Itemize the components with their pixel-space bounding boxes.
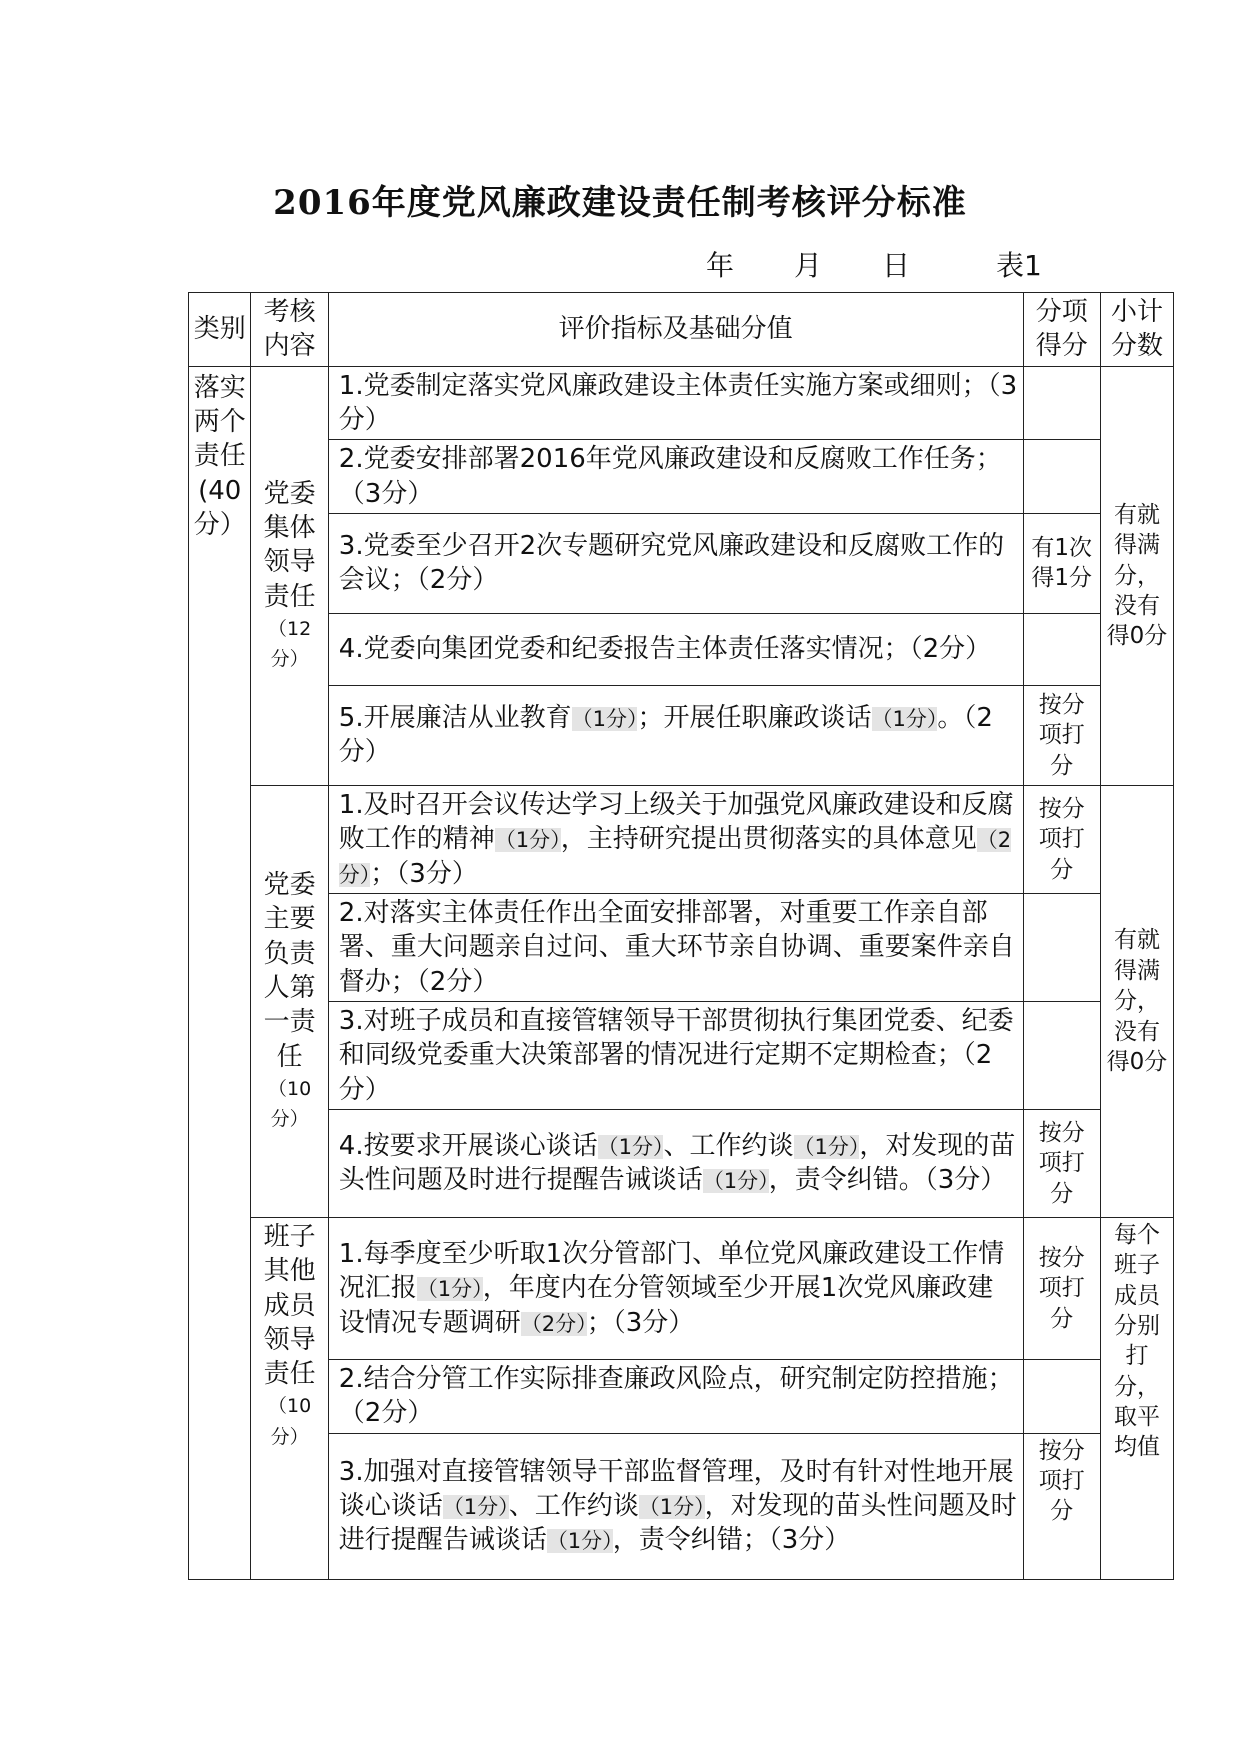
- section-name: 班子其他成员领导责任: [263, 1221, 316, 1390]
- header-category: 类别: [189, 293, 251, 367]
- item-score-cell: [1023, 613, 1100, 685]
- indicator-cell: 1.及时召开会议传达学习上级关于加强党风廉政建设和反腐败工作的精神（1分），主持研究提出贯彻落实的具体意见（2分）；（3分）: [328, 785, 1023, 893]
- item-score-cell: 按分项打分: [1023, 685, 1100, 785]
- item-score-cell: [1023, 1001, 1100, 1109]
- category-cell: 落实两个责任(40分）: [189, 366, 251, 1579]
- indicator-cell: 3.党委至少召开2次专题研究党风廉政建设和反腐败工作的会议；（2分）: [328, 513, 1023, 613]
- header-item-score: 分项得分: [1023, 293, 1100, 367]
- section-points: （10分）: [268, 1395, 312, 1448]
- indicator-cell: 2.结合分管工作实际排查廉政风险点，研究制定防控措施；（2分）: [328, 1359, 1023, 1433]
- item-score-cell: [1023, 1359, 1100, 1433]
- date-line: [0, 244, 1240, 280]
- section-name: 党委主要负责人第一责任: [263, 870, 316, 1072]
- item-score-cell: [1023, 893, 1100, 1001]
- table-row: [189, 440, 1174, 514]
- indicator-cell: 4.党委向集团党委和纪委报告主体责任落实情况；（2分）: [328, 613, 1023, 685]
- section-points: （10分）: [268, 1077, 312, 1131]
- section-name-cell: [251, 1217, 328, 1579]
- date-month-label: 月: [794, 249, 823, 282]
- document-title: 2016年度党风廉政建设责任制考核评分标准: [273, 183, 967, 223]
- indicator-cell: 1.每季度至少听取1次分管部门、单位党风廉政建设工作情况汇报（1分），年度内在分管领域至少开展1次党风廉政建设情况专题调研（2分）；（3分）: [328, 1217, 1023, 1359]
- date-year-label: 年: [706, 249, 735, 282]
- item-score-cell: [1023, 366, 1100, 440]
- table-row: [189, 685, 1174, 785]
- item-score-cell: [1023, 440, 1100, 514]
- header-content: 考核内容: [251, 293, 328, 367]
- date-day-label: 日: [882, 249, 911, 282]
- table-row: [189, 513, 1174, 613]
- indicator-cell: 2.对落实主体责任作出全面安排部署，对重要工作亲自部署、重大问题亲自过问、重大环节亲自协调、重要案件亲自督办；（2分）: [328, 893, 1023, 1001]
- section-name-cell: [251, 785, 328, 1217]
- subtotal-cell: 每个班子成员分别打分，取平均值: [1100, 1217, 1173, 1579]
- item-score-cell: 有1次得1分: [1023, 513, 1100, 613]
- indicator-cell: 4.按要求开展谈心谈话（1分）、工作约谈（1分），对发现的苗头性问题及时进行提醒告诫谈话（1分），责令纠错。（3分）: [328, 1109, 1023, 1217]
- table-row: [189, 1001, 1174, 1109]
- section-points: （12分）: [268, 617, 312, 671]
- indicator-cell: 3.加强对直接管辖领导干部监督管理，及时有针对性地开展谈心谈话（1分）、工作约谈（1分），对发现的苗头性问题及时进行提醒告诫谈话（1分），责令纠错；（3分）: [328, 1433, 1023, 1579]
- indicator-cell: 1.党委制定落实党风廉政建设主体责任实施方案或细则；（3分）: [328, 366, 1023, 440]
- scoring-table: [188, 292, 1174, 1580]
- indicator-cell: 3.对班子成员和直接管辖领导干部贯彻执行集团党委、纪委和同级党委重大决策部署的情况进行定期不定期检查；（2分）: [328, 1001, 1023, 1109]
- table-row: [189, 1433, 1174, 1579]
- section-name-cell: [251, 366, 328, 785]
- table-row: [189, 1359, 1174, 1433]
- section-name: 党委集体领导责任: [263, 478, 316, 612]
- header-indicator: 评价指标及基础分值: [328, 293, 1023, 367]
- item-score-cell: 按分项打分: [1023, 1109, 1100, 1217]
- indicator-cell: 2.党委安排部署2016年党风廉政建设和反腐败工作任务；（3分）: [328, 440, 1023, 514]
- item-score-cell: 按分项打分: [1023, 1433, 1100, 1579]
- table-number: 表1: [996, 249, 1042, 282]
- header-subtotal: 小计分数: [1100, 293, 1173, 367]
- table-row: [189, 366, 1174, 440]
- subtotal-cell: 有就得满分，没有得0分: [1100, 785, 1173, 1217]
- table-row: [189, 785, 1174, 893]
- indicator-cell: 5.开展廉洁从业教育（1分）；开展任职廉政谈话（1分）。（2分）: [328, 685, 1023, 785]
- table-row: [189, 893, 1174, 1001]
- item-score-cell: 按分项打分: [1023, 1217, 1100, 1359]
- table-row: [189, 1109, 1174, 1217]
- subtotal-cell: 有就得满分，没有得0分: [1100, 366, 1173, 785]
- item-score-cell: 按分项打分: [1023, 785, 1100, 893]
- table-header-row: [189, 293, 1174, 367]
- table-row: [189, 613, 1174, 685]
- table-row: [189, 1217, 1174, 1359]
